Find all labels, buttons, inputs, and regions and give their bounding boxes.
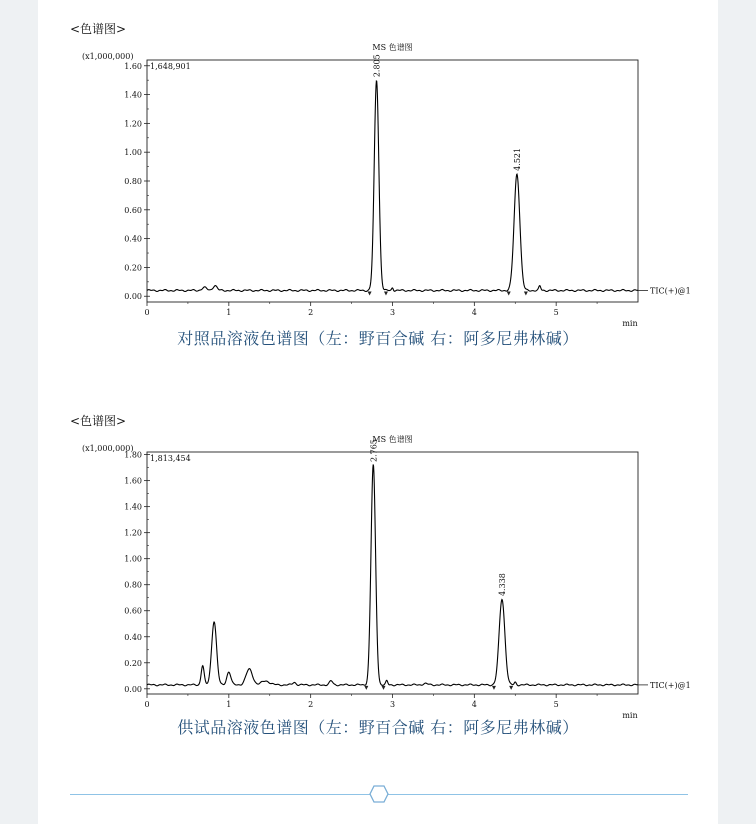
- y-tick-label: 1.20: [124, 119, 142, 129]
- y-tick-label: 0.80: [124, 580, 142, 590]
- y-tick-label: 1.60: [124, 476, 142, 486]
- peak-retention-label: 2.765: [369, 439, 379, 463]
- x-axis-label: min: [622, 711, 638, 720]
- x-tick-label: 1: [226, 308, 232, 317]
- y-tick-label: 0.20: [124, 658, 142, 668]
- peak-retention-label: 4.338: [497, 573, 507, 597]
- x-tick-label: 2: [308, 308, 314, 317]
- trace-label: TIC(+)@1: [650, 286, 691, 296]
- chromatogram-sample: [38, 432, 718, 720]
- y-tick-label: 0.40: [124, 234, 142, 244]
- y-tick-label: 0.00: [124, 292, 142, 302]
- y-multiplier-label: (x1,000,000): [82, 444, 134, 453]
- max-intensity-label: 1,648,901: [150, 62, 191, 71]
- y-tick-label: 0.40: [124, 632, 142, 642]
- y-tick-label: 0.80: [124, 177, 142, 186]
- caption-sample: 供试品溶液色谱图（左：野百合碱 右：阿多尼弗林碱）: [177, 718, 579, 737]
- integration-mark: [524, 291, 528, 295]
- peak-retention-label: 2.805: [372, 54, 382, 78]
- x-tick-label: 4: [471, 308, 477, 317]
- y-multiplier-label: (x1,000,000): [82, 52, 134, 61]
- x-axis-label: min: [622, 319, 638, 328]
- y-tick-label: 1.00: [124, 554, 142, 564]
- x-tick-label: 5: [553, 308, 559, 317]
- document-page: [38, 0, 718, 824]
- x-tick-label: 5: [553, 700, 559, 709]
- section-label-1: <色谱图>: [70, 22, 127, 36]
- y-tick-label: 0.20: [124, 263, 142, 273]
- integration-mark: [509, 686, 513, 690]
- x-tick-label: 2: [308, 700, 314, 709]
- integration-mark: [381, 686, 385, 690]
- plot-frame: [147, 60, 638, 302]
- y-tick-label: 1.40: [124, 90, 142, 100]
- y-tick-label: 0.00: [124, 684, 142, 694]
- chart-title: MS 色谱图: [372, 435, 413, 444]
- y-tick-label: 0.60: [124, 205, 142, 215]
- peak-retention-label: 4.521: [512, 147, 522, 171]
- trace-label: TIC(+)@1: [650, 680, 691, 690]
- integration-mark: [384, 291, 388, 295]
- plot-frame: [147, 452, 638, 694]
- section-label-2: <色谱图>: [70, 414, 127, 428]
- y-tick-label: 0.60: [124, 606, 142, 616]
- caption-reference: 对照品溶液色谱图（左：野百合碱 右：阿多尼弗林碱）: [177, 329, 579, 348]
- integration-mark: [368, 291, 372, 295]
- chart-title: MS 色谱图: [372, 43, 413, 52]
- tic-trace: [147, 81, 638, 291]
- tic-trace: [147, 464, 638, 685]
- hexagon-icon: [369, 785, 389, 803]
- integration-mark: [492, 686, 496, 690]
- y-tick-label: 1.00: [124, 148, 142, 158]
- x-tick-label: 0: [144, 700, 150, 709]
- integration-mark: [507, 291, 511, 295]
- y-tick-label: 1.20: [124, 528, 142, 538]
- chromatogram-reference: [38, 40, 718, 328]
- x-tick-label: 1: [226, 700, 232, 709]
- integration-mark: [364, 686, 368, 690]
- max-intensity-label: 1,813,454: [150, 454, 191, 463]
- x-tick-label: 3: [389, 308, 396, 317]
- y-tick-label: 1.60: [124, 61, 142, 71]
- y-tick-label: 1.40: [124, 502, 142, 512]
- x-tick-label: 4: [471, 700, 477, 709]
- x-tick-label: 3: [389, 700, 396, 709]
- x-tick-label: 0: [144, 308, 150, 317]
- y-tick-label: 1.80: [124, 450, 142, 460]
